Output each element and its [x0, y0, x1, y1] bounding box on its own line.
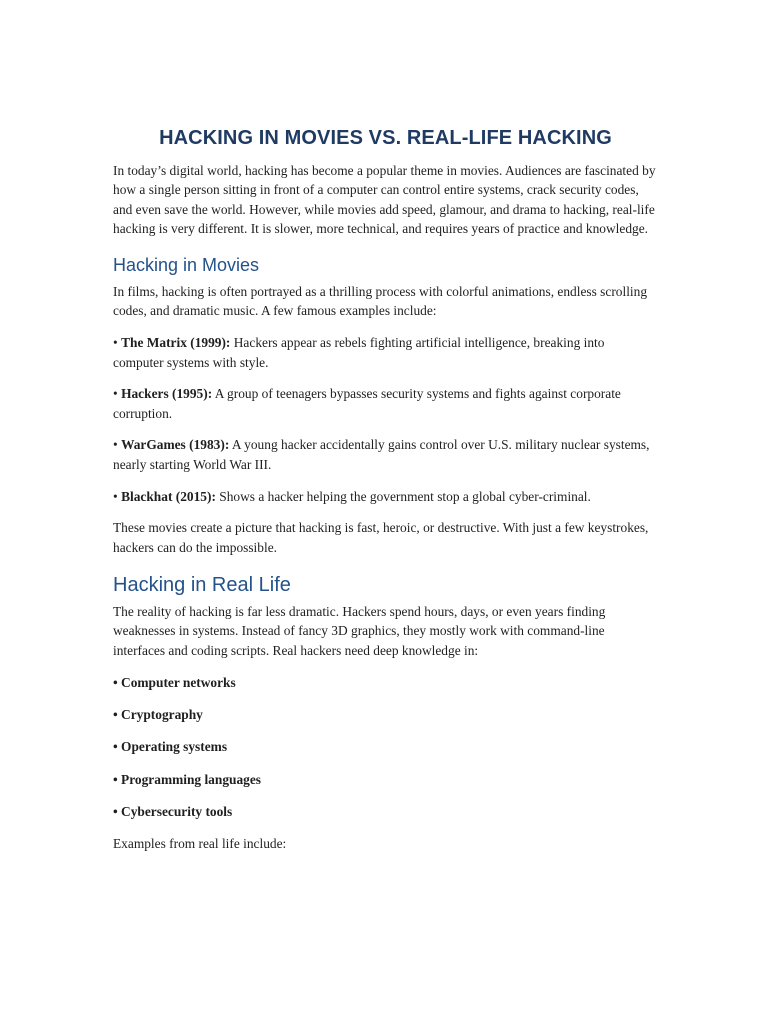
skill-list-item: • Cybersecurity tools — [113, 804, 233, 820]
movie-example-item — [113, 435, 658, 474]
movie-example-text: Hackers appear as rebels fighting artificial intelligence, breaking into computer systems with style. — [113, 335, 605, 370]
bullet-glyph: • — [113, 335, 118, 351]
skill-list-item: • Computer networks — [113, 674, 236, 690]
movies-conclusion-paragraph: These movies create a picture that hacking is fast, heroic, or destructive. With just a few keystrokes, hackers can do the impossible. — [113, 520, 649, 555]
movie-example-name: Hackers (1995): — [121, 386, 213, 402]
movie-example-name: Blackhat (2015): — [121, 488, 216, 504]
real-life-intro-paragraph: The reality of hacking is far less dramatic. Hackers spend hours, days, or even years finding weaknesses in systems. Instead of fancy 3D graphics, they mostly work with command-line interfaces and coding scripts. Real hackers need deep knowledge in: — [113, 603, 606, 658]
movie-example-name: WarGames (1983): — [121, 437, 230, 453]
movie-example-item — [113, 333, 658, 372]
document-title: HACKING IN MOVIES VS. REAL-LIFE HACKING — [159, 127, 612, 149]
skill-list-item: • Programming languages — [113, 771, 262, 787]
intro-paragraph: In today’s digital world, hacking has become a popular theme in movies. Audiences are fascinated by how a single person sitting in front of a computer can control entire systems, crack security codes, and even save the world. However, while movies add speed, glamour, and drama to hacking, real-life hacking is very different. It is slower, more technical, and requires years of practice and knowledge. — [113, 163, 656, 236]
bullet-glyph: • — [113, 437, 118, 453]
skill-list-item: • Cryptography — [113, 707, 203, 723]
movies-intro-paragraph: In films, hacking is often portrayed as a thrilling process with colorful animations, endless scrolling codes, and dramatic music. A few famous examples include: — [113, 284, 648, 319]
bullet-glyph: • — [113, 386, 118, 402]
movie-example-text: A young hacker accidentally gains control over U.S. military nuclear systems, nearly starting World War III. — [113, 437, 650, 472]
movie-example-name: The Matrix (1999): — [121, 335, 231, 351]
movie-example-text: A group of teenagers bypasses security systems and fights against corporate corruption. — [113, 386, 621, 421]
bullet-glyph: • — [113, 488, 118, 504]
skill-list-item: • Operating systems — [113, 739, 228, 755]
real-life-examples-intro: Examples from real life include: — [113, 836, 287, 852]
document-page — [113, 124, 658, 854]
movies-heading: Hacking in Movies — [113, 255, 260, 276]
movie-example-item — [113, 487, 658, 506]
movie-example-text: Shows a hacker helping the government stop a global cyber-criminal. — [219, 488, 591, 504]
real-life-heading: Hacking in Real Life — [113, 573, 291, 596]
movie-example-item — [113, 384, 658, 423]
